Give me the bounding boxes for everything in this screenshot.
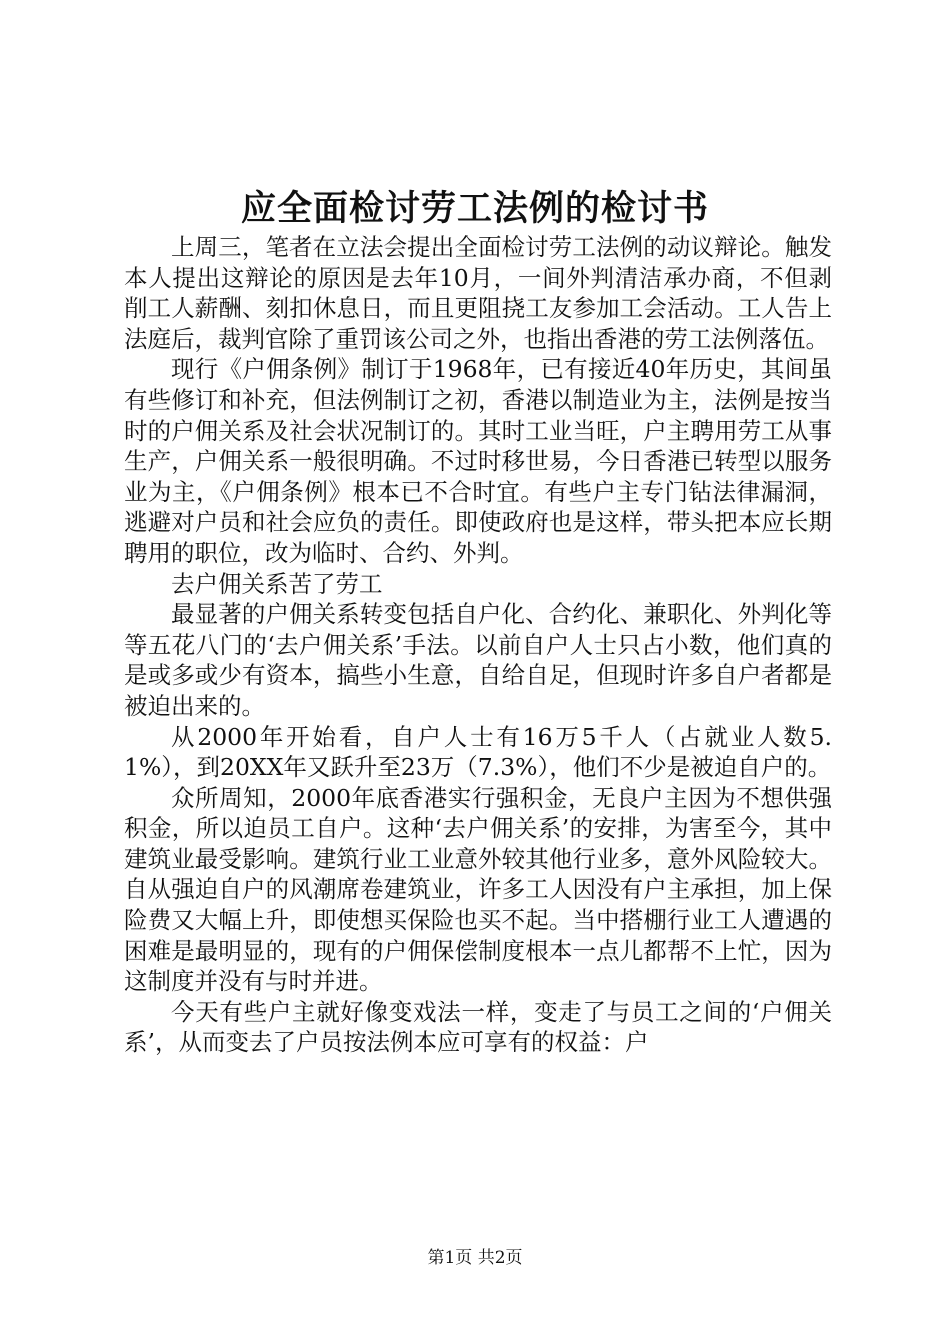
- section-heading: 去户佣关系苦了劳工: [171, 569, 383, 598]
- paragraph: 上周三，笔者在立法会提出全面检讨劳工法例的动议辩论。触发本人提出这辩论的原因是去年10月，一间外判清洁承办商，不但剥削工人薪酬、刻扣休息日，而且更阻挠工友参加工会活动。工人告上法庭后，裁判官除了重罚该公司之外，也指出香港的劳工法例落伍。: [124, 233, 832, 353]
- paragraph: 从2000年开始看，自户人士有16万5千人（占就业人数5.1%），到20XX年又跃升至23万（7.3%），他们不少是被迫自户的。: [124, 722, 832, 782]
- paragraph: 最显著的户佣关系转变包括自户化、合约化、兼职化、外判化等等五花八门的‘去户佣关系’手法。以前自户人士只占小数，他们真的是或多或少有资本，搞些小生意，自给自足，但现时许多自户者都是被迫出来的。: [124, 600, 832, 720]
- document-title: 应全面检讨劳工法例的检讨书: [240, 188, 709, 229]
- document-body: [124, 232, 832, 1058]
- paragraph: 今天有些户主就好像变戏法一样，变走了与员工之间的‘户佣关系’，从而变去了户员按法例本应可享有的权益：户: [124, 997, 832, 1057]
- paragraph: 众所周知，2000年底香港实行强积金，无良户主因为不想供强积金，所以迫员工自户。这种‘去户佣关系’的安排，为害至今，其中建筑业最受影响。建筑行业工业意外较其他行业多，意外风险较大。自从强迫自户的风潮席卷建筑业，许多工人因没有户主承担，加上保险费又大幅上升，即使想买保险也买不起。当中搭棚行业工人遭遇的困难是最明显的，现有的户佣保偿制度根本一点儿都帮不上忙，因为这制度并没有与时并进。: [124, 783, 832, 996]
- paragraph: 现行《户佣条例》制订于1968年，已有接近40年历史，其间虽有些修订和补充，但法例制订之初，香港以制造业为主，法例是按当时的户佣关系及社会状况制订的。其时工业当旺，户主聘用劳工从事生产，户佣关系一般很明确。不过时移世易，今日香港已转型以服务业为主，《户佣条例》根本已不合时宜。有些户主专门钻法律漏洞，逃避对户员和社会应负的责任。即使政府也是这样，带头把本应长期聘用的职位，改为临时、合约、外判。: [124, 355, 832, 567]
- page-number-footer: 第1页 共2页: [427, 1248, 523, 1268]
